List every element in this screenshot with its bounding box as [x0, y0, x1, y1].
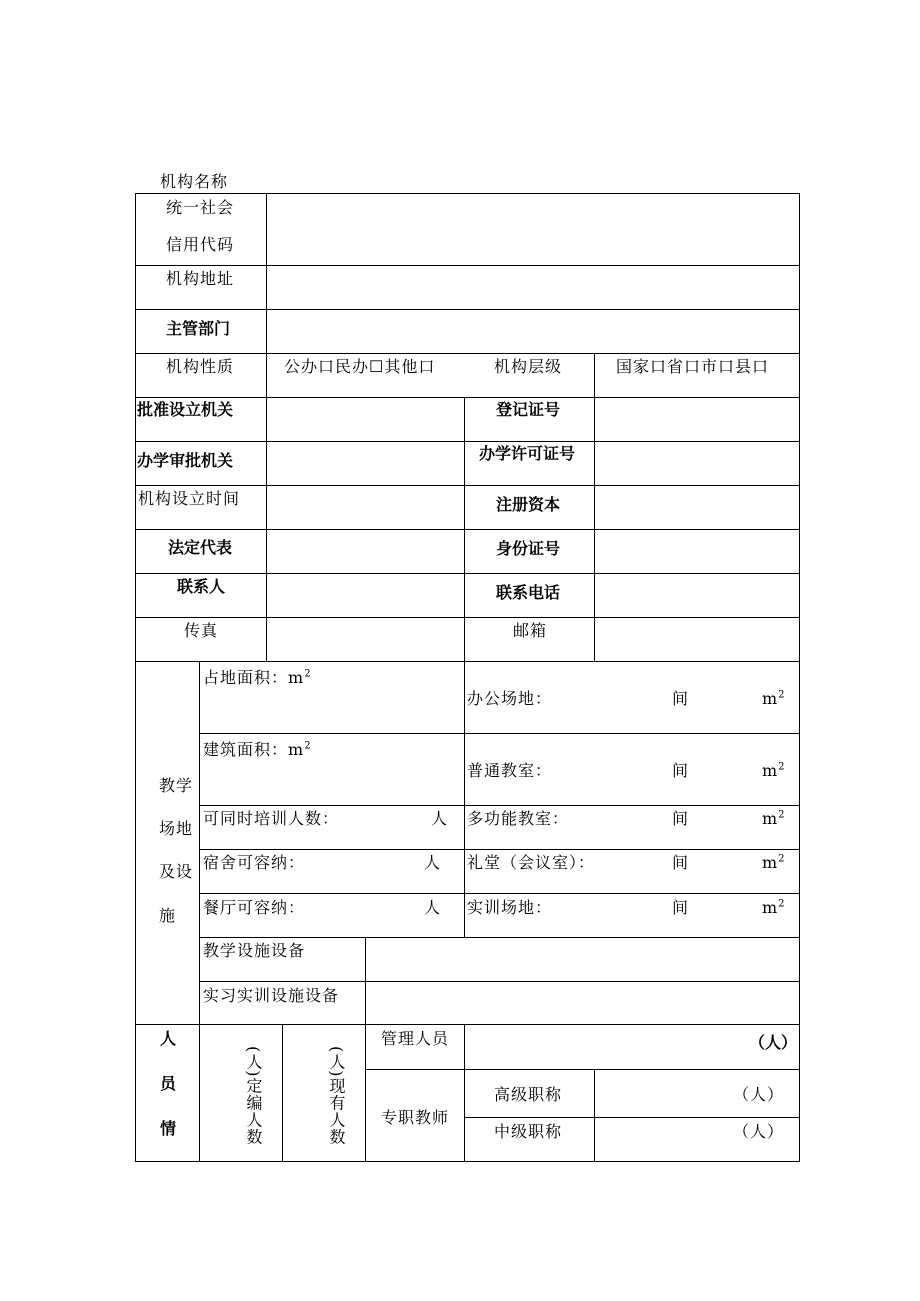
table-rule	[135, 441, 800, 442]
hall-room-unit: 间	[672, 853, 690, 872]
table-rule	[199, 805, 800, 806]
table-border-left	[135, 193, 136, 1162]
table-rule	[464, 397, 465, 661]
facility-section-label: 施	[159, 906, 177, 925]
classroom-room-unit: 间	[672, 761, 690, 780]
contact-label: 联系人	[177, 577, 226, 596]
table-rule	[135, 265, 800, 266]
management-label: 管理人员	[381, 1029, 450, 1048]
table-rule	[365, 1024, 366, 1162]
teachers-label: 专职教师	[381, 1108, 450, 1127]
table-rule	[135, 353, 800, 354]
org-name-label: 机构名称	[160, 172, 229, 191]
canteen-label: 餐厅可容纳：	[203, 898, 306, 917]
table-rule	[464, 661, 465, 937]
table-rule	[594, 1069, 595, 1162]
table-border-right	[799, 193, 800, 1162]
school-approval-org-label: 办学审批机关	[137, 451, 234, 470]
facility-section-label: 教学	[159, 776, 194, 795]
table-rule	[365, 937, 366, 1025]
school-license-no-label: 办学许可证号	[479, 444, 576, 463]
staff-section-label: 人	[160, 1029, 177, 1048]
facility-section-label: 及设	[159, 862, 194, 881]
practice-area-unit: $m^2$	[762, 898, 786, 917]
approval-org-label: 批准设立机关	[137, 400, 234, 419]
table-rule	[135, 573, 800, 574]
current-column-header: (人)现有人数	[327, 1046, 346, 1146]
facility-section-label: 场地	[159, 819, 194, 838]
credit-code-label: 统一社会	[166, 198, 235, 217]
table-rule	[365, 1069, 800, 1070]
staff-section-label: 员	[160, 1074, 177, 1093]
classroom-area-unit: $m^2$	[762, 761, 786, 780]
table-rule	[135, 193, 800, 194]
table-rule	[135, 397, 800, 398]
dorm-unit: 人	[424, 853, 442, 872]
table-rule	[199, 937, 800, 938]
table-rule	[135, 529, 800, 530]
level-options: 国家口省口市口县口	[616, 357, 770, 376]
supervisor-label: 主管部门	[166, 319, 231, 338]
table-rule	[135, 309, 800, 310]
quota-column-header: (人)定编人数	[244, 1046, 263, 1146]
practice-equipment-label: 实习实训设施设备	[203, 986, 340, 1005]
middle-unit: （人）	[733, 1122, 785, 1141]
trainees-unit: 人	[431, 809, 449, 828]
table-rule	[282, 1024, 283, 1162]
land-area-label: 占地面积：$m^2$	[203, 668, 312, 687]
table-rule	[465, 1117, 800, 1118]
table-rule	[199, 733, 800, 734]
trainees-label: 可同时培训人数：	[203, 809, 340, 828]
table-rule	[464, 1024, 465, 1162]
table-rule	[135, 661, 800, 662]
address-label: 机构地址	[166, 269, 235, 288]
setup-time-label: 机构设立时间	[138, 489, 241, 508]
email-label: 邮箱	[513, 621, 548, 640]
senior-label: 高级职称	[494, 1085, 563, 1104]
multi-room-room-unit: 间	[672, 809, 690, 828]
contact-phone-label: 联系电话	[496, 583, 561, 602]
classroom-label: 普通教室：	[467, 761, 553, 780]
practice-label: 实训场地：	[467, 898, 553, 917]
canteen-unit: 人	[424, 898, 442, 917]
multi-room-area-unit: $m^2$	[762, 809, 786, 828]
management-unit: （人）	[749, 1033, 798, 1052]
building-area-label: 建筑面积：$m^2$	[203, 740, 312, 759]
reg-no-label: 登记证号	[496, 400, 561, 419]
table-rule	[135, 485, 800, 486]
office-label: 办公场地：	[467, 689, 553, 708]
table-rule	[135, 1161, 800, 1162]
hall-label: 礼堂（会议室）：	[467, 853, 596, 872]
nature-label: 机构性质	[166, 357, 235, 376]
table-rule	[199, 661, 200, 1162]
hall-area-unit: $m^2$	[762, 853, 786, 872]
legal-rep-label: 法定代表	[168, 538, 233, 557]
table-rule	[135, 617, 800, 618]
credit-code-label: 信用代码	[166, 235, 235, 254]
nature-options: 公办口民办☐其他口	[284, 357, 436, 376]
table-rule	[199, 849, 800, 850]
senior-unit: （人）	[733, 1085, 785, 1104]
level-label: 机构层级	[494, 357, 563, 376]
dorm-label: 宿舍可容纳：	[203, 853, 306, 872]
table-rule	[135, 1024, 800, 1025]
staff-section-label: 情	[160, 1119, 177, 1138]
fax-label: 传真	[184, 621, 219, 640]
multi-room-label: 多功能教室：	[467, 809, 570, 828]
id-no-label: 身份证号	[496, 539, 561, 558]
practice-room-unit: 间	[672, 898, 690, 917]
table-rule	[594, 353, 595, 661]
middle-label: 中级职称	[494, 1122, 563, 1141]
table-rule	[199, 981, 800, 982]
table-rule	[266, 193, 267, 661]
reg-capital-label: 注册资本	[496, 495, 561, 514]
table-rule	[199, 893, 800, 894]
office-area-unit: $m^2$	[762, 689, 786, 708]
office-room-unit: 间	[672, 689, 690, 708]
teaching-equipment-label: 教学设施设备	[203, 941, 306, 960]
